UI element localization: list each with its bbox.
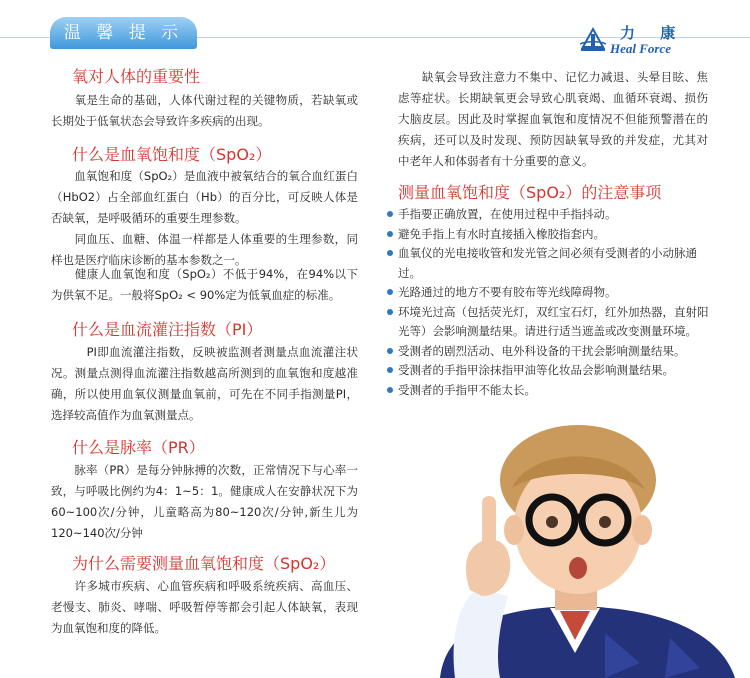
spo2-standard-text: 健康人血氧饱和度（SpO₂）不低于94%，在94%以下为供氧不足。一般将SpO₂ < 90%定为低氧血症的标准。 [51, 267, 358, 302]
list-item: 光路通过的地方不要有胶布等光线障碍物。 [387, 283, 717, 303]
oxygen-importance-text: 氧是生命的基础，人体代谢过程的关键物质，若缺氧或长期处于低氧状态会导致许多疾病的出现。 [51, 93, 358, 128]
bullet-dot-icon [387, 289, 393, 295]
section-title-precautions: 测量血氧饱和度（SpO₂）的注意事项 [398, 183, 662, 202]
brand-logo [578, 22, 738, 58]
precautions-list [387, 205, 717, 400]
list-item: 手指要正确放置，在使用过程中手指抖动。 [387, 205, 717, 225]
pi-definition-text: PI即血流灌注指数，反映被监测者测量点血流灌注状况。测量点测得血流灌注指数越高所测到的血氧饱和度越准确，所以使用血氧仪测量血氧前，可先在不同手指测量PI，选择较高值作为血氧测量点。 [51, 345, 358, 422]
why-measure-text: 许多城市疾病、心血管疾病和呼吸系统疾病、高血压、老慢支、肺炎、哮喘、呼吸暂停等都会引起人体缺氧，表现为血氧饱和度的降低。 [51, 579, 358, 635]
list-item: 环境光过高（包括荧光灯，双红宝石灯，红外加热器，直射阳光等）会影响测量结果。请进行适当遮盖或改变测量环境。 [387, 303, 717, 342]
list-item: 避免手指上有水时直接插入橡胶指套内。 [387, 225, 717, 245]
brand-name-en: Heal Force [610, 41, 672, 56]
spo2-parameter-text: 同血压、血糖、体温一样都是人体重要的生理参数，同样也是医疗临床诊断的基本参数之一。 [51, 232, 358, 267]
boy-pointing-up-illustration [400, 418, 750, 678]
spo2-definition-text: 血氧饱和度（SpO₂）是血液中被氧结合的氧合血红蛋白（HbO2）占全部血红蛋白（Hb）的百分比，可反映人体是否缺氧，是呼吸循环的重要生理参数。 [51, 169, 358, 225]
list-item: 血氧仪的光电接收管和发光管之间必须有受测者的小动脉通过。 [387, 244, 717, 283]
bullet-dot-icon [387, 387, 393, 393]
section-title-spo2: 什么是血氧饱和度（SpO₂） [72, 145, 272, 164]
pr-definition-text: 脉率（PR）是每分钟脉搏的次数，正常情况下与心率一致，与呼吸比例约为4：1~5：1。健康成人在安静状况下为60~100次/分钟，儿童略高为80~120次/分钟,新生儿为120~140次/分钟 [51, 463, 358, 540]
bullet-dot-icon [387, 309, 393, 315]
section-title-pi: 什么是血流灌注指数（PI） [72, 320, 263, 339]
brand-name-cn: 力 康 [620, 24, 686, 42]
list-item: 受测者的手指甲不能太长。 [387, 381, 717, 401]
bullet-dot-icon [387, 231, 393, 237]
section-title-oxygen-importance: 氧对人体的重要性 [72, 67, 201, 86]
section-title-pr: 什么是脉率（PR） [72, 438, 205, 457]
list-item: 受测者的剧烈活动、电外科设备的干扰会影响测量结果。 [387, 342, 717, 362]
section-title-why-measure: 为什么需要测量血氧饱和度（SpO₂） [72, 554, 336, 573]
bullet-dot-icon [387, 211, 393, 217]
heal-force-logo-icon [578, 24, 608, 54]
bullet-dot-icon [387, 367, 393, 373]
list-item: 受测者的手指甲涂抹指甲油等化妆品会影响测量结果。 [387, 361, 717, 381]
hypoxia-effects-text: 缺氧会导致注意力不集中、记忆力减退、头晕目眩、焦虑等症状。长期缺氧更会导致心肌衰竭、血循环衰竭、损伤大脑皮层。因此及时掌握血氧饱和度情况不但能预警潜在的疾病，还可以及时发现、预防因缺氧导致的并发症，尤其对中老年人和体弱者有十分重要的意义。 [398, 70, 708, 168]
bullet-dot-icon [387, 250, 393, 256]
bullet-dot-icon [387, 348, 393, 354]
header-tab: 温 馨 提 示 [50, 17, 197, 49]
